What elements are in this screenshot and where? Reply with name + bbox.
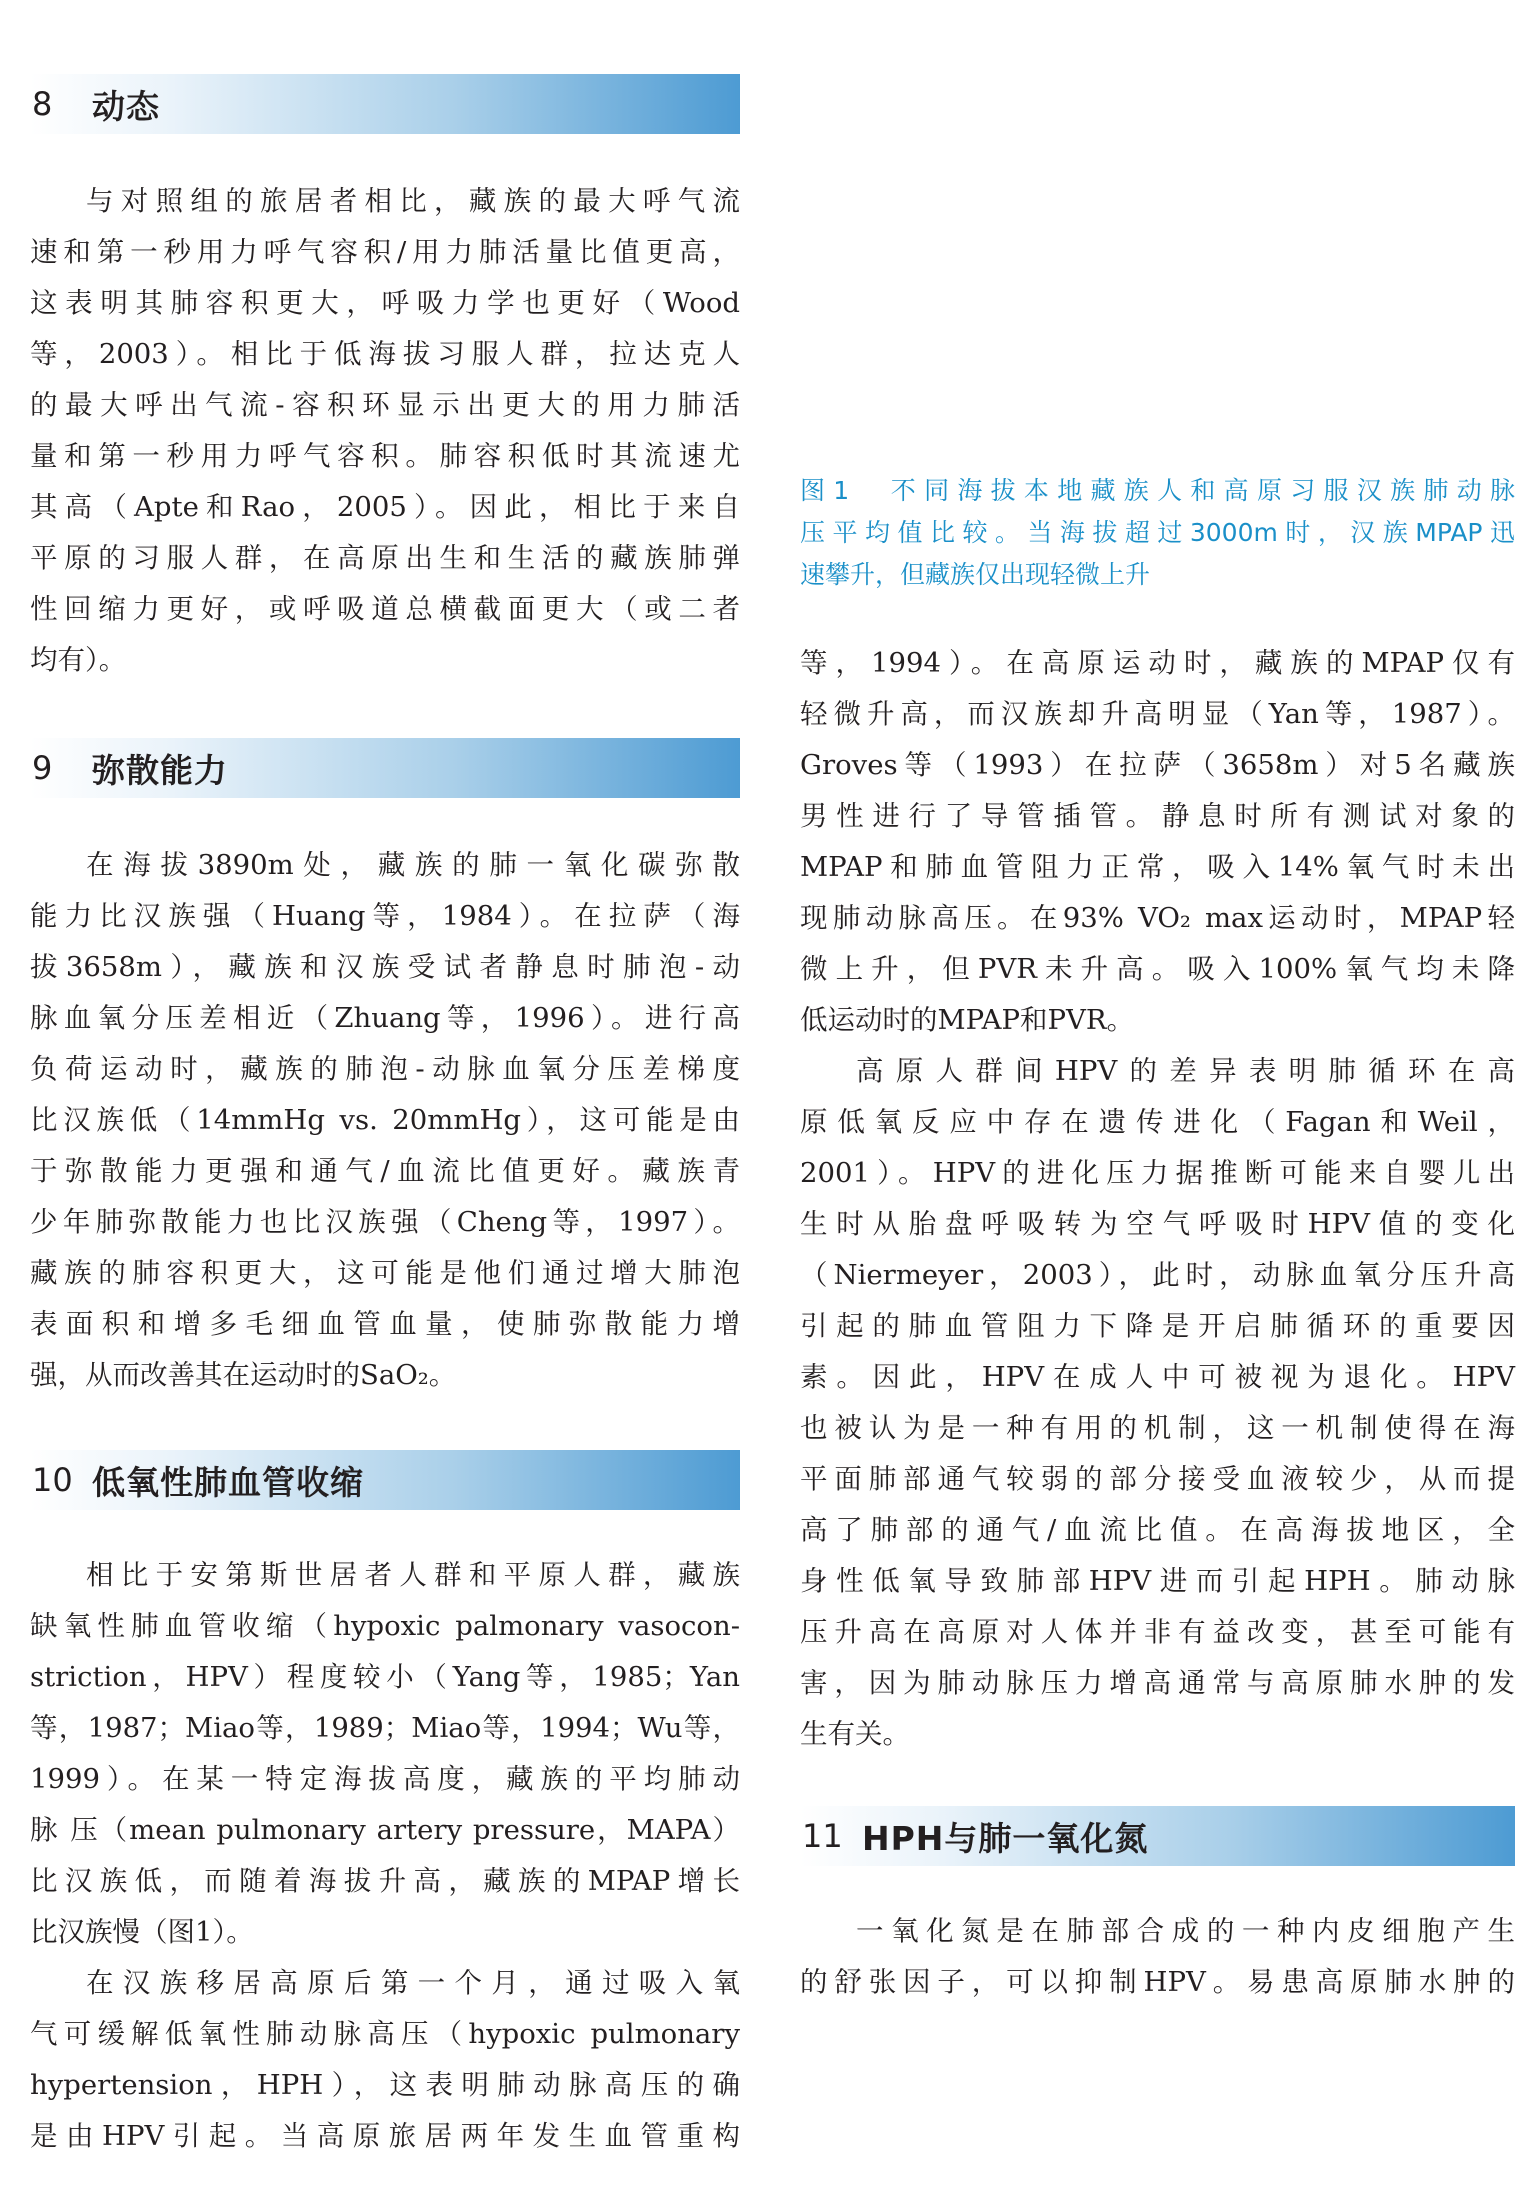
section-number: 9 [32, 749, 53, 787]
text-line: 负荷运动时，藏族的肺泡-动脉血氧分压差梯度 [30, 1053, 740, 1085]
text-line: 比汉族低（14mmHg vs. 20mmHg），这可能是由 [30, 1104, 740, 1136]
section-number: 8 [32, 85, 53, 123]
text-line: 一氧化氮是在肺部合成的一种内皮细胞产生 [856, 1915, 1515, 1947]
text-line: 等，1987；Miao等，1989；Miao等，1994；Wu等， [30, 1712, 740, 1744]
text-line: 害，因为肺动脉压力增高通常与高原肺水肿的发 [800, 1667, 1515, 1699]
figure-1-caption [800, 470, 1515, 596]
section-8-heading [30, 74, 740, 134]
text-line: 均有）。 [30, 644, 127, 676]
section-title: HPH与肺一氧化氮 [862, 1818, 1149, 1858]
text-line: 男性进行了导管插管。静息时所有测试对象的 [800, 800, 1515, 832]
section-9-heading [30, 738, 740, 798]
text-line: 强，从而改善其在运动时的SaO₂。 [30, 1359, 457, 1391]
text-line: 素。因此，HPV在成人中可被视为退化。HPV [800, 1361, 1515, 1393]
text-line: 低运动时的MPAP和PVR。 [800, 1004, 1135, 1036]
text-line: 现肺动脉高压。在93% VO₂ max运动时，MPAP轻 [800, 902, 1515, 934]
text-line: hypertension，HPH），这表明肺动脉高压的确 [30, 2069, 740, 2101]
text-line: 生时从胎盘呼吸转为空气呼吸时HPV值的变化 [800, 1208, 1515, 1240]
text-line: 2001）。HPV的进化压力据推断可能来自婴儿出 [800, 1157, 1515, 1189]
text-line: 也被认为是一种有用的机制，这一机制使得在海 [800, 1412, 1515, 1444]
text-line: 生有关。 [800, 1718, 910, 1750]
text-line: striction，HPV）程度较小（Yang等，1985；Yan [30, 1661, 740, 1693]
text-line: 在汉族移居高原后第一个月，通过吸入氧 [86, 1967, 740, 1999]
paragraph-10a [30, 1550, 740, 1958]
text-line: 平原的习服人群，在高原出生和生活的藏族肺弹 [30, 542, 740, 574]
text-line: 的最大呼出气流-容积环显示出更大的用力肺活 [30, 389, 740, 421]
text-line: 脉 压（mean pulmonary artery pressure，MAPA） [30, 1814, 740, 1846]
text-line: 拔3658m），藏族和汉族受试者静息时肺泡-动 [30, 951, 740, 983]
text-line: 高了肺部的通气/血流比值。在高海拔地区，全 [800, 1514, 1515, 1546]
text-line: 气可缓解低氧性肺动脉高压（hypoxic pulmonary [30, 2018, 740, 2050]
text-line: 与对照组的旅居者相比，藏族的最大呼气流 [86, 185, 740, 217]
text-line: 身性低氧导致肺部HPV进而引起HPH。肺动脉 [800, 1565, 1515, 1597]
section-title: 动态 [92, 86, 160, 126]
paragraph-r3 [800, 1906, 1515, 2008]
text-line: 少年肺弥散能力也比汉族强（Cheng等，1997）。 [30, 1206, 740, 1238]
text-line: 平面肺部通气较弱的部分接受血液较少，从而提 [800, 1463, 1515, 1495]
text-line: 压升高在高原对人体并非有益改变，甚至可能有 [800, 1616, 1515, 1648]
section-11-heading [800, 1806, 1515, 1866]
text-line: 缺氧性肺血管收缩（hypoxic palmonary vasocon- [30, 1610, 740, 1642]
caption-line: 图1 不同海拔本地藏族人和高原习服汉族肺动脉 [800, 476, 1515, 505]
text-line: 藏族的肺容积更大，这可能是他们通过增大肺泡 [30, 1257, 740, 1289]
section-number: 10 [32, 1461, 73, 1499]
text-line: 这表明其肺容积更大，呼吸力学也更好（Wood [30, 287, 740, 319]
text-line: 于弥散能力更强和通气/血流比值更好。藏族青 [30, 1155, 740, 1187]
paragraph-r2 [800, 1046, 1515, 1760]
text-line: 比汉族低，而随着海拔升高，藏族的MPAP增长 [30, 1865, 740, 1897]
text-line: 等，1994）。在高原运动时，藏族的MPAP仅有 [800, 647, 1515, 679]
figure-1-chart [800, 30, 1515, 450]
text-line: 引起的肺血管阻力下降是开启肺循环的重要因 [800, 1310, 1515, 1342]
text-line: 表面积和增多毛细血管血量，使肺弥散能力增 [30, 1308, 740, 1340]
section-title: 弥散能力 [92, 750, 228, 790]
text-line: （Niermeyer，2003），此时，动脉血氧分压升高 [800, 1259, 1515, 1291]
text-line: 原低氧反应中存在遗传进化（Fagan和Weil， [800, 1106, 1515, 1138]
text-line: 等，2003）。相比于低海拔习服人群，拉达克人 [30, 338, 740, 370]
text-line: 性回缩力更好，或呼吸道总横截面更大（或二者 [30, 593, 740, 625]
text-line: 在海拔3890m处，藏族的肺一氧化碳弥散 [86, 849, 740, 881]
paragraph-9 [30, 840, 740, 1401]
text-line: 是由HPV引起。当高原旅居两年发生血管重构 [30, 2120, 740, 2152]
text-line: 速和第一秒用力呼气容积/用力肺活量比值更高， [30, 236, 740, 268]
caption-line: 速攀升，但藏族仅出现轻微上升 [800, 560, 1151, 589]
section-number: 11 [802, 1817, 843, 1855]
text-line: 的舒张因子，可以抑制HPV。易患高原肺水肿的 [800, 1966, 1515, 1998]
text-line: MPAP和肺血管阻力正常，吸入14%氧气时未出 [800, 851, 1515, 883]
text-line: 量和第一秒用力呼气容积。肺容积低时其流速尤 [30, 440, 740, 472]
text-line: 1999）。在某一特定海拔高度，藏族的平均肺动 [30, 1763, 740, 1795]
paragraph-r1 [800, 638, 1515, 1046]
text-line: 比汉族慢（图1）。 [30, 1916, 254, 1948]
paragraph-8 [30, 176, 740, 686]
text-line: 能力比汉族强（Huang等，1984）。在拉萨（海 [30, 900, 740, 932]
section-title: 低氧性肺血管收缩 [92, 1462, 364, 1502]
text-line: 相比于安第斯世居者人群和平原人群，藏族 [86, 1559, 740, 1591]
paragraph-10b [30, 1958, 740, 2162]
section-10-heading [30, 1450, 740, 1510]
text-line: Groves等（1993）在拉萨（3658m）对5名藏族 [800, 749, 1515, 781]
text-line: 轻微升高，而汉族却升高明显（Yan等，1987）。 [800, 698, 1515, 730]
text-line: 脉血氧分压差相近（Zhuang等，1996）。进行高 [30, 1002, 740, 1034]
text-line: 其高（Apte和Rao，2005）。因此，相比于来自 [30, 491, 740, 523]
caption-line: 压平均值比较。当海拔超过3000m时，汉族MPAP迅 [800, 518, 1515, 547]
text-line: 高原人群间HPV的差异表明肺循环在高 [856, 1055, 1515, 1087]
text-line: 微上升，但PVR未升高。吸入100%氧气均未降 [800, 953, 1515, 985]
